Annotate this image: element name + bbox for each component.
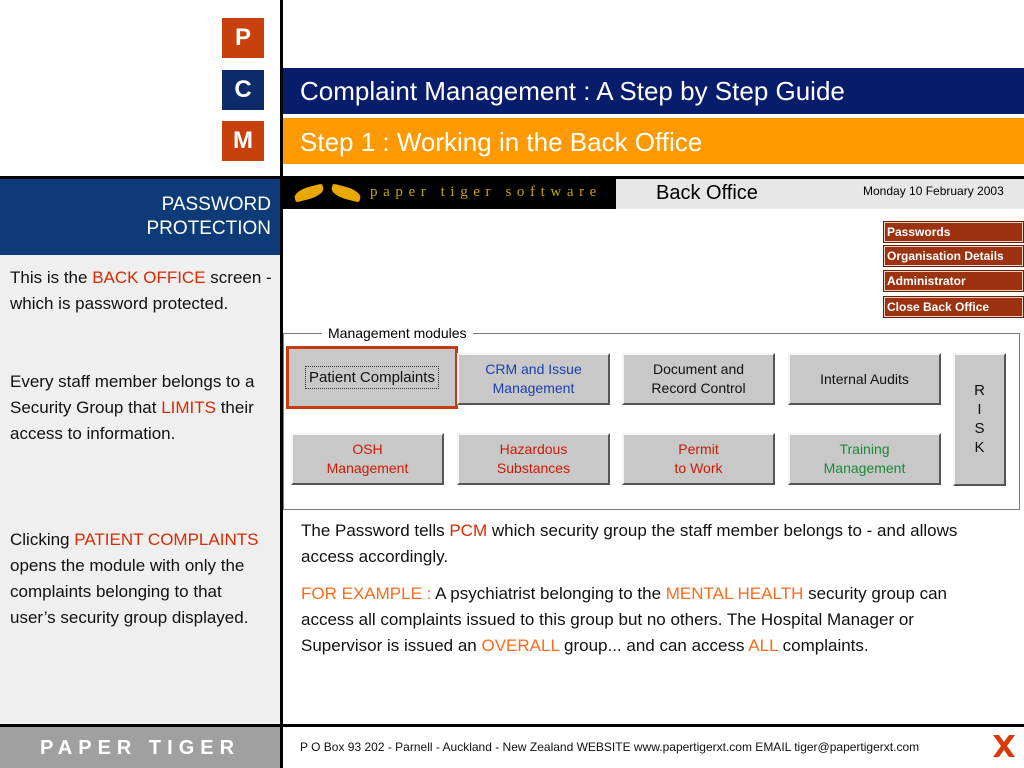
tiger-eye-left-icon	[293, 184, 325, 203]
patient-complaints-button[interactable]: Patient Complaints	[286, 346, 458, 409]
main-paragraph-1: The Password tells PCM which security group the staff member belongs to - and allows access accordingly.	[301, 521, 958, 566]
training-management-button[interactable]: Training Management	[788, 433, 941, 485]
tiger-eye-right-icon	[330, 184, 362, 203]
page-subtitle: Step 1 : Working in the Back Office	[283, 118, 1024, 164]
administrator-button[interactable]: Administrator	[884, 271, 1023, 291]
document-record-control-button[interactable]: Document and Record Control	[622, 353, 775, 405]
letter-p-block: P	[222, 18, 264, 58]
sidebar-paragraph-3: Clicking PATIENT COMPLAINTS opens the module with only the complaints belonging to that user’s security group displayed.	[10, 530, 259, 627]
sidebar-paragraph-1: This is the BACK OFFICE screen - which is password protected.	[10, 268, 272, 313]
footer-contact: P O Box 93 202 - Parnell - Auckland - New Zealand WEBSITE www.papertigerxt.com EMAIL tiger@papertigerxt.com	[300, 740, 920, 754]
letter-m-block: M	[222, 121, 264, 161]
app-window-title: Back Office	[656, 182, 758, 204]
hazardous-substances-button[interactable]: Hazardous Substances	[457, 433, 610, 485]
sidebar-heading-line1: PASSWORD	[161, 194, 271, 215]
sidebar-heading-line2: PROTECTION	[146, 218, 271, 239]
osh-management-button[interactable]: OSH Management	[291, 433, 444, 485]
paper-tiger-logo	[283, 179, 616, 209]
permit-to-work-button[interactable]: Permit to Work	[622, 433, 775, 485]
letter-c-block: C	[222, 70, 264, 110]
close-back-office-button[interactable]: Close Back Office	[884, 297, 1023, 317]
sidebar-paragraph-2: Every staff member belongs to a Security Group that LIMITS their access to information.	[10, 372, 255, 443]
main-paragraph-2: FOR EXAMPLE : A psychiatrist belonging to the MENTAL HEALTH security group can access all complaints issued to this group but no others. The Hospital Manager or Supervisor is issued an OVERALL group... and can access ALL complaints.	[301, 584, 947, 655]
risk-button[interactable]: R I S K	[953, 353, 1006, 486]
crm-issue-management-button[interactable]: CRM and Issue Management	[457, 353, 610, 405]
organisation-details-button[interactable]: Organisation Details	[884, 246, 1023, 266]
passwords-button[interactable]: Passwords	[884, 222, 1023, 242]
logo-text: paper tiger software	[370, 184, 602, 200]
sidebar-panel	[0, 179, 280, 725]
internal-audits-button[interactable]: Internal Audits	[788, 353, 941, 405]
page-title: Complaint Management : A Step by Step Guide	[283, 68, 1024, 114]
app-date: Monday 10 February 2003	[863, 184, 1004, 198]
paper-tiger-x-icon	[991, 733, 1017, 759]
footer-brand: PAPER TIGER	[0, 727, 280, 768]
sidebar-heading	[0, 179, 280, 255]
management-modules-legend: Management modules	[322, 325, 473, 341]
